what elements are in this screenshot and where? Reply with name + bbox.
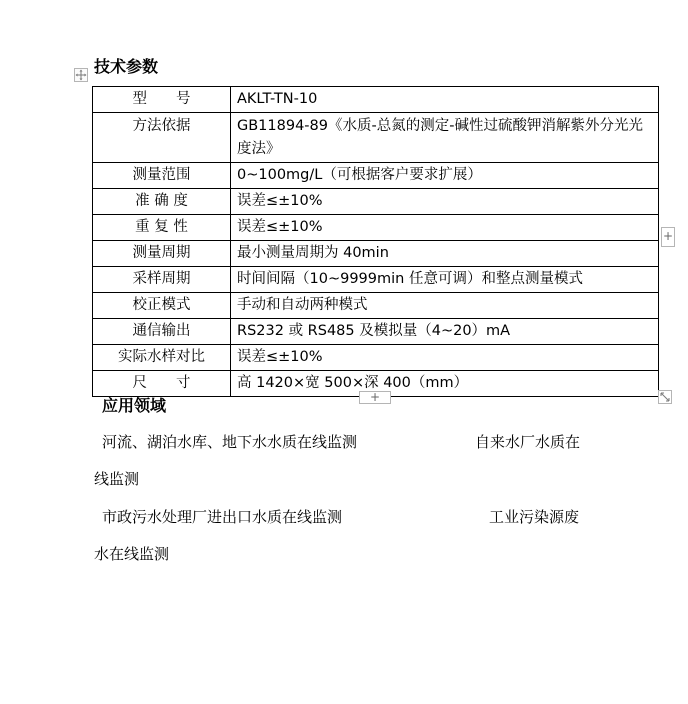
table-row <box>93 113 659 163</box>
param-value: 手动和自动两种模式 <box>231 293 659 319</box>
table-row <box>93 215 659 241</box>
param-value: 最小测量周期为 40min <box>231 241 659 267</box>
table-row <box>93 319 659 345</box>
add-column-button[interactable]: + <box>661 227 675 247</box>
table-row <box>93 87 659 113</box>
application-text: 线监测 <box>94 470 140 488</box>
params-table <box>92 86 659 397</box>
param-value: 误差≤±10% <box>231 215 659 241</box>
table-move-handle-icon[interactable] <box>74 68 88 82</box>
application-text: 工业污染源废 <box>489 508 580 526</box>
application-text: 水在线监测 <box>94 545 170 563</box>
table-row <box>93 293 659 319</box>
application-text: 市政污水处理厂进出口水质在线监测 <box>102 508 343 526</box>
application-text: 河流、湖泊水库、地下水水质在线监测 <box>102 433 358 451</box>
param-value: RS232 或 RS485 及模拟量（4~20）mA <box>231 319 659 345</box>
param-value: 误差≤±10% <box>231 345 659 371</box>
param-label: 重 复 性 <box>93 215 231 241</box>
param-label: 型 号 <box>93 87 231 113</box>
param-label: 采样周期 <box>93 267 231 293</box>
application-text: 自来水厂水质在 <box>475 433 581 451</box>
add-row-button[interactable]: + <box>359 391 391 404</box>
param-label: 实际水样对比 <box>93 345 231 371</box>
table-row <box>93 345 659 371</box>
param-label: 尺 寸 <box>93 371 231 397</box>
table-row <box>93 241 659 267</box>
param-label: 校正模式 <box>93 293 231 319</box>
param-label: 方法依据 <box>93 113 231 163</box>
param-label: 测量周期 <box>93 241 231 267</box>
param-label: 测量范围 <box>93 163 231 189</box>
table-resize-icon[interactable] <box>658 390 672 404</box>
tech-params-heading: 技术参数 <box>94 57 159 76</box>
param-value: 时间间隔（10~9999min 任意可调）和整点测量模式 <box>231 267 659 293</box>
table-row <box>93 267 659 293</box>
param-value: 误差≤±10% <box>231 189 659 215</box>
param-value: 高 1420×宽 500×深 400（mm） <box>231 371 659 397</box>
param-label: 准 确 度 <box>93 189 231 215</box>
param-label: 通信输出 <box>93 319 231 345</box>
table-row <box>93 163 659 189</box>
param-value: AKLT-TN-10 <box>231 87 659 113</box>
table-row <box>93 189 659 215</box>
applications-heading: 应用领域 <box>102 396 167 415</box>
param-value: 0~100mg/L（可根据客户要求扩展） <box>231 163 659 189</box>
param-value: GB11894-89《水质-总氮的测定-碱性过硫酸钾消解紫外分光光度法》 <box>231 113 659 163</box>
